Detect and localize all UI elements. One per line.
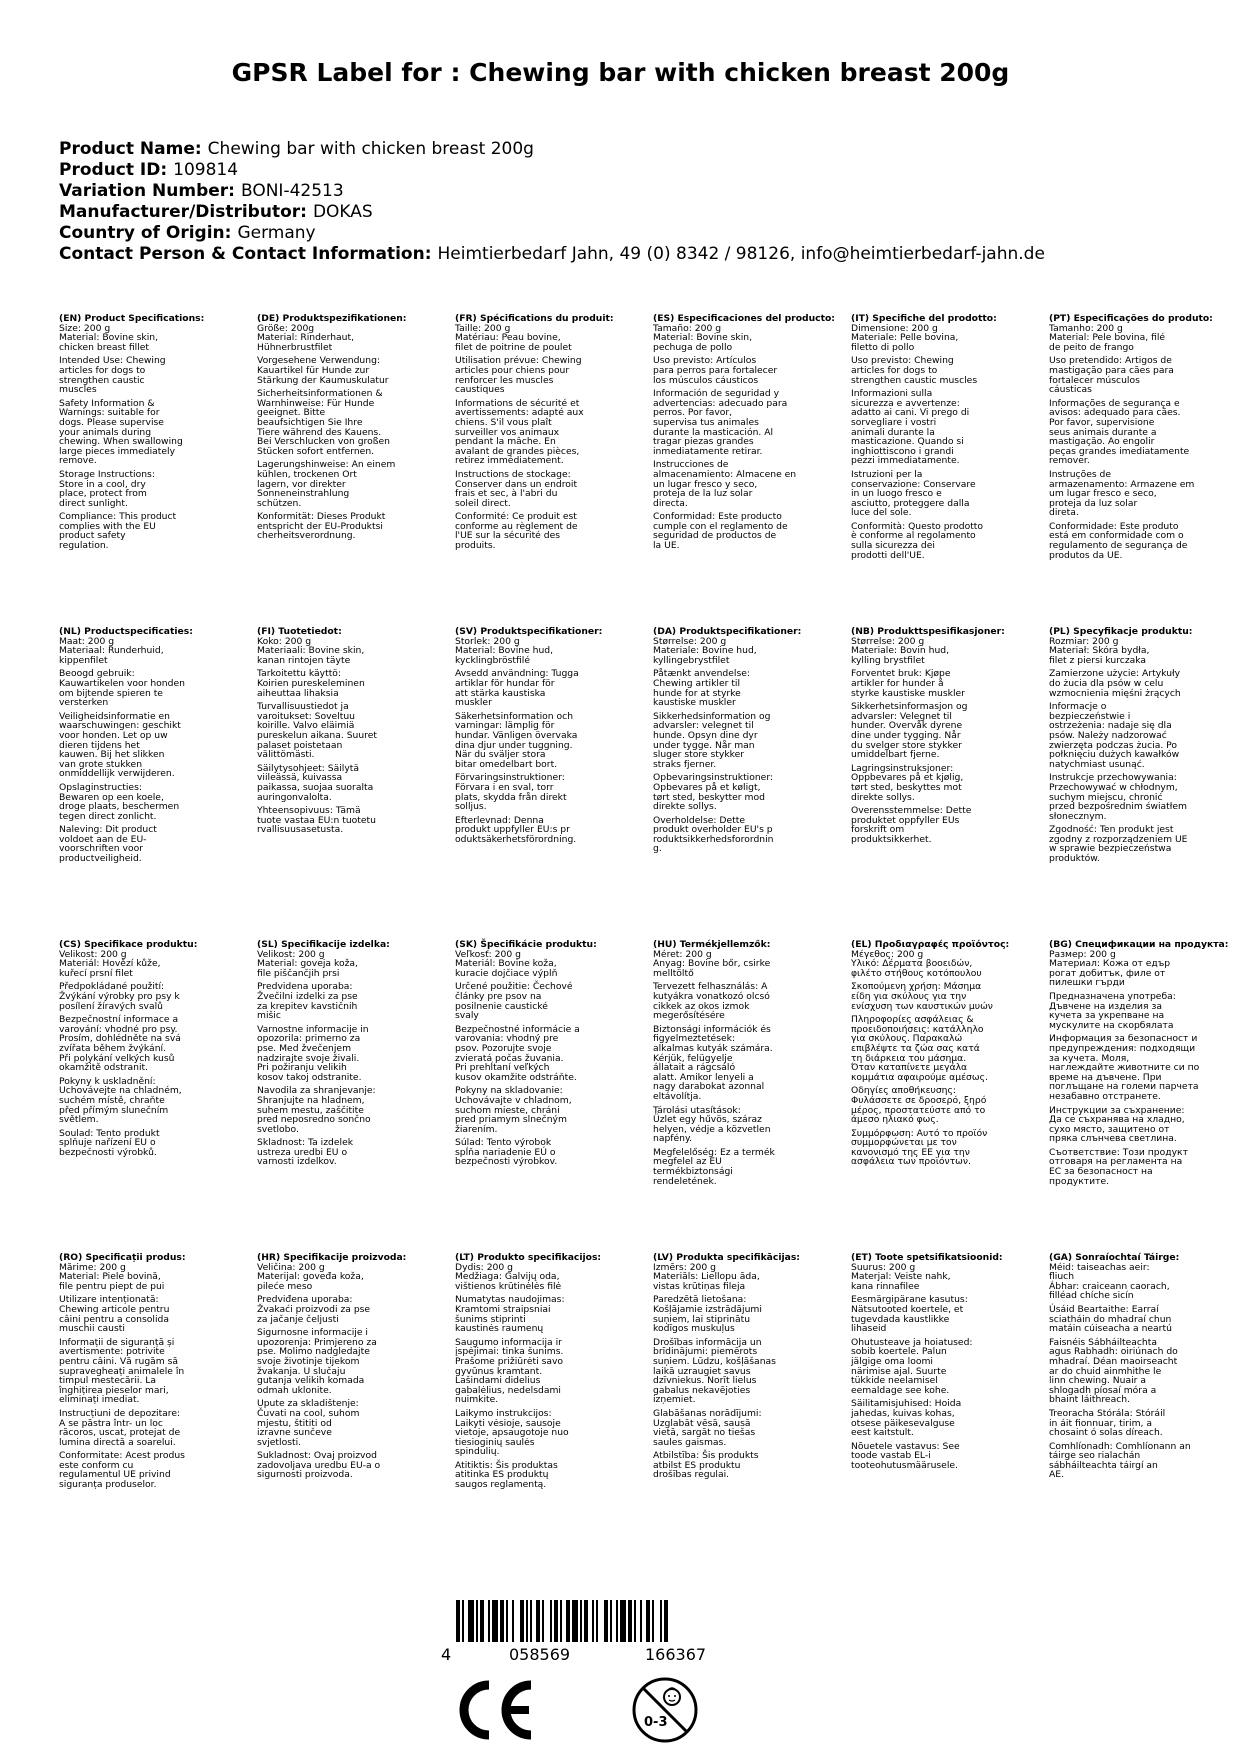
spec-paragraph: Lagringsinstruksjoner: Oppbevares på et kjølig, tørt sted, beskyttes mot direkte sollys. <box>851 762 964 803</box>
spec-paragraph: Dimensione: 200 g Materiale: Pelle bovina, filetto di pollo <box>851 322 959 353</box>
spec-paragraph: Μέγεθος: 200 g Υλικό: Δέρματα βοοειδών, φιλέτο στήθους κοτόπουλου <box>851 948 982 979</box>
barcode-bar <box>542 1600 544 1642</box>
spec-heading: (FR) Spécifications du produit: <box>455 313 614 324</box>
spec-paragraph: Treoracha Stórála: Stóráil in áit fionnuar, tirim, a chosaint ó solas díreach. <box>1049 1407 1166 1439</box>
barcode-bar <box>512 1600 514 1642</box>
spec-paragraph: Faisnéis Sábháilteachta agus Rabhadh: oiriúnach do mhadraí. Déan maoirseacht ar do chuid ainmhithe le linn chewing. Nuair a shlogadh píosaí móra a bhaint láithreach. <box>1049 1336 1178 1406</box>
spec-paragraph: Paredzētā lietošana: Košļājamie izstrādājumi suņiem, lai stiprinātu kodīgos muskuļus <box>653 1294 762 1335</box>
spec-paragraph: Conformitate: Acest produs este conform cu regulamentul UE privind siguranța produselor. <box>59 1450 185 1491</box>
spec-paragraph: Pokyny na skladovanie: Uchovávajte v chladnom, suchom mieste, chráni pred priamym slnečným žiarením. <box>455 1085 572 1135</box>
spec-paragraph: Izmērs: 200 g Materiāls: Liellopu āda, vistas krūtiņas fileja <box>653 1261 760 1292</box>
spec-block <box>257 1253 437 1484</box>
barcode-bar <box>628 1600 632 1642</box>
spec-paragraph: Tárolási utasítások: Üzlet egy hűvös, száraz helyen, védje a közvetlen napfény. <box>653 1104 771 1145</box>
spec-paragraph: Utilizare intenționată: Chewing articole pentru câini pentru a consolida muschii causti <box>59 1294 170 1335</box>
barcode-bar <box>560 1600 562 1642</box>
spec-paragraph: Instruções de armazenamento: Armazene em um lugar fresco e seco, proteja da luz solar direta. <box>1049 468 1195 519</box>
spec-paragraph: Megfelelőség: Ez a termék megfelel az EU termékbiztonsági rendeletének. <box>653 1146 775 1187</box>
spec-block <box>851 314 1031 564</box>
spec-paragraph: Sicherheitsinformationen & Warnhinweise: Für Hunde geeignet. Bitte beaufsichtigen Sie Ihre Tiere während des Kauens. Bei Verschlucken von großen Stücken sofort entfernen. <box>257 388 390 457</box>
spec-paragraph: Instructions de stockage: Conserver dans un endroit frais et sec, à l'abri du soleil direct. <box>455 468 578 509</box>
spec-block <box>455 314 635 555</box>
spec-heading: (RO) Specificații produs: <box>59 1252 186 1263</box>
spec-paragraph: Σκοπούμενη χρήση: Μάσημα είδη για σκύλους για την ενίσχυση των καυστικών μυών <box>851 981 993 1012</box>
barcode-first-digit: 4 <box>441 1645 452 1664</box>
spec-paragraph: Velikost: 200 g Materiál: Hovězí kůže, kuřecí prsní filet <box>59 948 161 979</box>
barcode-bar <box>646 1600 650 1642</box>
spec-paragraph: Utilisation prévue: Chewing articles pour chiens pour renforcer les muscles caustiques <box>455 355 582 396</box>
spec-paragraph: Drošības informācija un brīdinājumi: piemērots suņiem. Lūdzu, košļāšanas laikā uzraugiet savus dzīvniekus. Norīt lielus gabalus nekavējoties izņemiet. <box>653 1336 776 1406</box>
spec-paragraph: Förvaringsinstruktioner: Förvara i en sval, torr plats, skydda från direkt solljus. <box>455 772 567 813</box>
spec-paragraph: Veličina: 200 g Materijal: goveđa koža, pileće meso <box>257 1261 364 1292</box>
spec-heading: (BG) Спецификации на продукта: <box>1049 939 1229 950</box>
spec-heading: (DE) Produktspezifikationen: <box>257 313 407 324</box>
spec-paragraph: Skladnost: Ta izdelek ustreza uredbi EU o varnosti izdelkov. <box>257 1137 354 1168</box>
spec-paragraph: Größe: 200g Material: Rinderhaut, Hühnerbrustfilet <box>257 322 354 353</box>
spec-paragraph: Conformidade: Este produto está em conformidade com o regulamento de segurança de produtos da UE. <box>1049 520 1188 561</box>
spec-paragraph: Beoogd gebruik: Kauwartikelen voor honden om bijtende spieren te versterken <box>59 668 185 709</box>
barcode-bar <box>584 1600 588 1642</box>
spec-heading: (HU) Termékjellemzők: <box>653 939 771 950</box>
barcode-bar <box>660 1600 662 1642</box>
spec-paragraph: Sukladnost: Ovaj proizvod zadovoljava uredbu EU-a o sigurnosti proizvoda. <box>257 1450 381 1481</box>
spec-heading: (PT) Especificações do produto: <box>1049 313 1213 324</box>
spec-paragraph: Информация за безопасност и предупреждения: подходящи за кучета. Моля, наглеждайте животните си по време на дъвчене. При поглъщане на големи парчета незабавно отстранете. <box>1049 1033 1200 1102</box>
spec-paragraph: Tamaño: 200 g Material: Bovine skin, pechuga de pollo <box>653 322 753 353</box>
label-title: GPSR Label for : Chewing bar with chicken breast 200g <box>231 58 1010 87</box>
info-row <box>59 160 1045 181</box>
spec-paragraph: Súlad: Tento výrobok spĺňa nariadenie EÚ o bezpečnosti výrobkov. <box>455 1137 558 1168</box>
spec-paragraph: Nõuetele vastavus: See toode vastab EL-i tooteohutusmäärusele. <box>851 1440 960 1471</box>
barcode-bar <box>634 1600 636 1642</box>
spec-paragraph: Tarkoitettu käyttö: Koirien pureskeleminen aiheuttaa lihaksia <box>257 668 365 699</box>
barcode-bar <box>526 1600 528 1642</box>
spec-heading: (SL) Specifikacije izdelka: <box>257 939 390 950</box>
spec-paragraph: Overholdelse: Dette produkt overholder EU's p roduktsikkerhedsforordnin g. <box>653 814 774 855</box>
spec-paragraph: Safety Information & Warnings: suitable for dogs. Please supervise your animals during chewing. When swallowing large pieces immediately remove. <box>59 397 183 467</box>
info-row <box>59 139 1045 160</box>
spec-paragraph: Laikymo instrukcijos: Laikyti vėsioje, sausoje vietoje, apsaugotoje nuo tiesioginių saulės spindulių. <box>455 1407 569 1458</box>
spec-paragraph: Bezpečnostné informácie a varovania: vhodný pre psov. Pozorujte svoje zvieratá počas žuvania. Pri prehĺtaní veľkých kusov okamžite odstráňte. <box>455 1023 580 1083</box>
spec-paragraph: Maat: 200 g Materiaal: Runderhuid, kippenfilet <box>59 635 164 666</box>
spec-paragraph: Storlek: 200 g Material: Bovine hud, kycklingbröstfilé <box>455 635 554 666</box>
spec-block <box>59 1253 239 1494</box>
barcode-bar <box>580 1600 582 1642</box>
spec-block <box>455 940 635 1171</box>
spec-paragraph: Veľkosť: 200 g Materiál: Bovine koža, kuracie dojčiace výplň <box>455 948 558 979</box>
barcode-left-group: 058569 <box>509 1645 571 1664</box>
spec-heading: (CS) Specifikace produktu: <box>59 939 198 950</box>
barcode-right-group: 166367 <box>645 1645 707 1664</box>
info-label: Product ID: <box>59 160 168 180</box>
spec-paragraph: Tamanho: 200 g Material: Pele bovina, filé de peito de frango <box>1049 322 1166 353</box>
info-row <box>59 202 1045 223</box>
info-row <box>59 223 1045 244</box>
info-label: Product Name: <box>59 139 202 159</box>
spec-heading: (NL) Productspecificaties: <box>59 626 193 637</box>
info-label: Contact Person & Contact Information: <box>59 244 432 264</box>
spec-paragraph: Informații de siguranță și avertismente: potrivite pentru câini. Vă rugăm să supravegheați animalele în timpul mestecării. La înghițirea pieselor mari, eliminați imediat. <box>59 1336 185 1406</box>
spec-paragraph: Uso previsto: Artículos para perros para fortalecer los músculos cáusticos <box>653 355 778 386</box>
spec-paragraph: Istruzioni per la conservazione: Conservare in un luogo fresco e asciutto, proteggere dalla luce del sole. <box>851 468 976 519</box>
spec-paragraph: Určené použitie: Čechové články pre psov na posilnenie caustické svaly <box>455 981 573 1022</box>
info-value: DOKAS <box>312 202 373 222</box>
spec-block <box>1049 314 1229 564</box>
barcode-bar <box>520 1600 524 1642</box>
spec-paragraph: Lagerungshinweise: An einem kühlen, trockenen Ort lagern, vor direkter Sonneneinstrahlung schützen. <box>257 459 396 509</box>
spec-block <box>1049 940 1229 1190</box>
info-value: Heimtierbedarf Jahn, 49 (0) 8342 / 98126, info@heimtierbedarf-jahn.de <box>437 244 1045 264</box>
spec-paragraph: Størrelse: 200 g Materiale: Bovine hud, kyllingebrystfilet <box>653 635 757 666</box>
spec-paragraph: Úsáid Beartaithe: Earraí sciatháin do mhadraí chun matáin cúiseacha a neartú <box>1049 1303 1172 1335</box>
spec-paragraph: Säilitamisjuhised: Hoida jahedas, kuivas kohas, otsese päikesevalguse eest kaitstult. <box>851 1398 962 1439</box>
barcode-bar <box>610 1600 612 1642</box>
spec-block <box>653 940 833 1190</box>
info-value: BONI-42513 <box>240 181 344 201</box>
spec-paragraph: Uso previsto: Chewing articles for dogs to strengthen caustic muscles <box>851 355 978 386</box>
spec-block <box>653 627 833 858</box>
barcode-bar <box>480 1600 484 1642</box>
info-row <box>59 181 1045 202</box>
spec-paragraph: Съответствие: Този продукт отговаря на регламента на ЕС за безопасност на продуктите. <box>1049 1146 1188 1187</box>
spec-block <box>851 1253 1031 1474</box>
spec-paragraph: Forventet bruk: Kjøpe artikler for hunder å styrke kaustiske muskler <box>851 668 965 699</box>
spec-heading: (LT) Produkto specifikacijos: <box>455 1252 602 1263</box>
spec-paragraph: Zamierzone użycie: Artykuły do żucia dla psów w celu wzmocnienia mięśni żrących <box>1049 668 1181 699</box>
spec-heading: (PL) Specyfikacje produktu: <box>1049 626 1193 637</box>
barcode-bar <box>596 1600 598 1642</box>
spec-heading: (LV) Produkta specifikācijas: <box>653 1252 800 1263</box>
spec-paragraph: Informações de segurança e avisos: adequado para cães. Por favor, supervisione seus animais durante a mastigação. Ao engolir peças grandes imediatamente remover. <box>1049 397 1190 467</box>
spec-paragraph: Bezpečnostní informace a varování: vhodné pro psy. Prosím, dohlédněte na svá zvířata během žvýkání. Při polykání velkých kusů okamžitě odstranit. <box>59 1014 181 1074</box>
spec-paragraph: Informacje o bezpieczeństwie i ostrzeżenia: nadaje się dla psów. Należy nadzorować zwierzęta podczas żucia. Po połknięciu dużych kawałków natychmiast usunąć. <box>1049 701 1180 770</box>
barcode-bar <box>476 1600 478 1642</box>
spec-paragraph: Instrucțiuni de depozitare: A se păstra într- un loc răcoros, uscat, protejat de lumina directă a soarelui. <box>59 1407 181 1448</box>
spec-paragraph: Säilytysohjeet: Säilytä viileässä, kuivassa paikassa, suojaa suoralta auringonvalolta. <box>257 762 374 803</box>
spec-heading: (SK) Špecifikácie produktu: <box>455 939 597 950</box>
spec-paragraph: Saugumo informacija ir įspėjimai: tinka šunims. Prašome prižiūrėti savo gyvūnus kramtant. Lašindami didelius gabalėlius, nedelsdami nuimkite. <box>455 1336 564 1406</box>
spec-paragraph: Efterlevnad: Denna produkt uppfyller EU:s pr oduktsäkerhetsförordning. <box>455 814 577 845</box>
barcode-bar <box>468 1600 474 1642</box>
spec-paragraph: Taille: 200 g Matériau: Peau bovine, filet de poitrine de poulet <box>455 322 572 353</box>
spec-heading: (DA) Produktspecifikationer: <box>653 626 802 637</box>
spec-paragraph: Glabāšanas norādījumi: Uzglabāt vēsā, sausā vietā, sargāt no tiešas saules gaismas. <box>653 1407 762 1448</box>
spec-paragraph: Avsedd användning: Tugga artiklar för hundar för att stärka kaustiska muskler <box>455 668 579 709</box>
info-value: 109814 <box>173 160 239 180</box>
spec-heading: (SV) Produktspecifikationer: <box>455 626 603 637</box>
spec-heading: (NB) Produkttspesifikasjoner: <box>851 626 1005 637</box>
spec-block <box>851 627 1031 848</box>
spec-paragraph: Compliance: This product complies with the EU product safety regulation. <box>59 511 177 552</box>
barcode-bar <box>536 1600 540 1642</box>
spec-paragraph: Konformität: Dieses Produkt entspricht der EU-Produktsi cherheitsverordnung. <box>257 511 386 542</box>
spec-paragraph: Numatytas naudojimas: Kramtomi straipsniai šunims stiprinti kaustinės raumenų <box>455 1294 565 1335</box>
spec-block <box>851 940 1031 1171</box>
svg-text:0-3: 0-3 <box>644 1715 668 1730</box>
spec-heading: (GA) Sonraíochtaí Táirge: <box>1049 1252 1180 1263</box>
spec-paragraph: Påtænkt anvendelse: Chewing artikler til hunde for at styrke kaustiske muskler <box>653 668 750 709</box>
spec-paragraph: Size: 200 g Material: Bovine skin, chicken breast fillet <box>59 322 159 353</box>
spec-paragraph: Tervezett felhasználás: A kutyákra vonatkozó olcsó cikkek az okos izmok megerősítésére <box>653 981 770 1022</box>
barcode-bar <box>616 1600 618 1642</box>
spec-block <box>1049 627 1229 868</box>
barcode-bar <box>592 1600 594 1642</box>
spec-paragraph: Размер: 200 g Материал: Кожа от едър рогат добитък, филе от пилешки гърди <box>1049 948 1171 989</box>
spec-paragraph: Información de seguridad y advertencias: adecuado para perros. Por favor, supervisa tus animales durante la masticación. Al tragar piezas grandes inmediatamente retirar. <box>653 388 788 457</box>
spec-block <box>1049 1253 1229 1484</box>
spec-paragraph: Navodila za shranjevanje: Shranjujte na hladnem, suhem mestu, zaščitite pred neposredno sončno svetlobo. <box>257 1085 376 1135</box>
spec-paragraph: Säkerhetsinformation och varningar: lämplig för hundar. Vänligen övervaka dina djur under tuggning. När du sväljer stora bitar omedelbart bort. <box>455 710 578 770</box>
barcode-bar <box>488 1600 490 1642</box>
info-row <box>59 244 1045 265</box>
barcode-bar <box>492 1600 498 1642</box>
spec-heading: (EN) Product Specifications: <box>59 313 205 324</box>
barcode-bar <box>530 1600 532 1642</box>
spec-paragraph: Soulad: Tento produkt splňuje nařízení EU o bezpečnosti výrobků. <box>59 1127 160 1158</box>
spec-paragraph: Conformità: Questo prodotto è conforme al regolamento sulla sicurezza dei prodotti dell'UE. <box>851 520 984 561</box>
barcode-bar <box>604 1600 608 1642</box>
spec-paragraph: Koko: 200 g Materiaali: Bovine skin, kanan rintojen täyte <box>257 635 365 666</box>
info-label: Manufacturer/Distributor: <box>59 202 307 222</box>
spec-paragraph: Conformité: Ce produit est conforme au règlement de l'UE sur la sécurité des produits. <box>455 511 578 552</box>
spec-paragraph: Ohutusteave ja hoiatused: sobib koertele. Palun jälgige oma loomi närimise ajal. Suurte tükkide neelamisel eemaldage see kohe. <box>851 1336 973 1396</box>
spec-paragraph: Dydis: 200 g Medžiaga: Galvijų oda, vištienos krūtinėlės filė <box>455 1261 562 1292</box>
info-label: Variation Number: <box>59 181 235 201</box>
barcode-bar <box>640 1600 642 1642</box>
spec-paragraph: Vorgesehene Verwendung: Kauartikel für Hunde zur Stärkung der Kaumuskulatur <box>257 355 389 386</box>
spec-paragraph: Pokyny k uskladnění: Uchovávejte na chladném, suchém místě, chraňte před přímým slunečním světlem. <box>59 1075 182 1126</box>
barcode-bar <box>664 1600 668 1642</box>
spec-paragraph: Πληροφορίες ασφάλειας & προειδοποιήσεις: κατάλληλο για σκύλους. Παρακαλώ επιβλέψτε τα ζώα σας κατά τη διάρκεια του μάσημα. Όταν καταπίνετε μεγάλα κομμάτια αφαιρούμε αμέσως. <box>851 1014 988 1083</box>
spec-paragraph: Opslaginstructies: Bewaren op een koele, droge plaats, beschermen tegen direct zonlicht. <box>59 781 180 822</box>
spec-paragraph: Atbilstība: Šis produkts atbilst ES produktu drošības regulai. <box>653 1450 759 1481</box>
spec-paragraph: Upute za skladištenje: Čuvati na cool, suhom mjestu, štititi od izravne sunčeve svjetlosti. <box>257 1398 360 1448</box>
spec-paragraph: Varnostne informacije in opozorila: primerno za pse. Med žvečenjem nadzirajte svoje živali. Pri požiranju velikih kosov takoj odstranite. <box>257 1023 369 1083</box>
barcode-bar <box>500 1600 504 1642</box>
spec-paragraph: Opbevaringsinstruktioner: Opbevares på et køligt, tørt sted, beskytter mod direkte sollys. <box>653 772 774 813</box>
not-for-children-0-3-icon <box>630 1675 700 1745</box>
spec-paragraph: Instrukcje przechowywania: Przechowywać w chłodnym, suchym miejscu, chronić przed bezpośrednim światłem słonecznym. <box>1049 772 1187 822</box>
spec-paragraph: Zgodność: Ten produkt jest zgodny z rozporządzeniem UE w sprawie bezpieczeństwa produktów. <box>1049 824 1188 865</box>
spec-paragraph: Οδηγίες αποθήκευσης: Φυλάσσετε σε δροσερό, ξηρό μέρος, προστατεύστε από το άμεσο ηλιακό φως. <box>851 1085 987 1126</box>
spec-paragraph: Yhteensopivuus: Tämä tuote vastaa EU:n tuotetu rvallisuusasetusta. <box>257 805 376 836</box>
spec-block <box>59 940 239 1161</box>
spec-paragraph: Mărime: 200 g Material: Piele bovină, file pentru piept de pui <box>59 1261 165 1292</box>
spec-paragraph: Suurus: 200 g Materjal: Veiste nahk, kana rinnafilee <box>851 1261 951 1292</box>
spec-paragraph: Predvidena uporaba: Žvečilni izdelki za pse za krepitev kavstičnih mišic <box>257 981 358 1022</box>
spec-heading: (ES) Especificaciones del producto: <box>653 313 835 324</box>
spec-paragraph: Veiligheidsinformatie en waarschuwingen: geschikt voor honden. Let op uw dieren tijdens het kauwen. Bij het slikken van grote stukken onmiddellijk verwijderen. <box>59 710 181 780</box>
spec-paragraph: Storage Instructions: Store in a cool, dry place, protect from direct sunlight. <box>59 468 155 509</box>
spec-heading: (EL) Προδιαγραφές προϊόντος: <box>851 939 1010 950</box>
barcode-bar <box>620 1600 626 1642</box>
product-info <box>59 139 1045 265</box>
spec-paragraph: Predviđena uporaba: Žvakaći proizvodi za pse za jačanje čeljusti <box>257 1294 371 1325</box>
barcode-bar <box>506 1600 508 1642</box>
spec-block <box>257 314 437 545</box>
spec-paragraph: Turvallisuustiedot ja varoitukset: Soveltuu koirille. Valvo eläimiä pureskelun aikana. Suuret palaset poistetaan välittömästi. <box>257 701 378 761</box>
spec-heading: (FI) Tuotetiedot: <box>257 626 342 637</box>
spec-heading: (ET) Toote spetsifikatsioonid: <box>851 1252 1003 1263</box>
spec-paragraph: Informations de sécurité et avertissements: adapté aux chiens. S'il vous plaît surveiller vos animaux pendant la mâche. En avalant de grandes pièces, retirez immédiatement. <box>455 397 584 467</box>
spec-block <box>59 627 239 868</box>
spec-paragraph: Conformidad: Este producto cumple con el reglamento de seguridad de productos de la UE. <box>653 511 788 552</box>
spec-paragraph: Rozmiar: 200 g Materiał: Skóra bydła, filet z piersi kurczaka <box>1049 635 1150 666</box>
spec-paragraph: Предназначена употреба: Дъвчене на изделия за кучета за укрепване на мускулите на скорбялата <box>1049 990 1176 1031</box>
spec-paragraph: Intended Use: Chewing articles for dogs to strengthen caustic muscles <box>59 355 166 396</box>
spec-heading: (HR) Specifikacije proizvoda: <box>257 1252 407 1263</box>
spec-paragraph: Biztonsági információk és figyelmeztetések: alkalmas kutyák számára. Kérjük, felügyelje állatait a rágcsáló alatt. Amikor lenyeli a nagy darabokat azonnal eltávolítja. <box>653 1023 773 1102</box>
spec-block <box>257 940 437 1171</box>
spec-paragraph: Uso pretendido: Artigos de mastigação para cães para fortalecer músculos cáusticas <box>1049 355 1174 396</box>
spec-paragraph: Sigurnosne informacije i upozorenja: Primjereno za pse. Molimo nadgledajte svoje životinje tijekom žvakanja. U slučaju gutanja velikih komada odmah uklonite. <box>257 1327 377 1396</box>
spec-paragraph: Velikost: 200 g Material: goveja koža, file piščančjih prsi <box>257 948 358 979</box>
spec-block <box>653 314 833 555</box>
spec-paragraph: Størrelse: 200 g Materiale: Bovin hud, kylling brystfilet <box>851 635 950 666</box>
spec-paragraph: Инструкции за съхранение: Да се съхранява на хладно, сухо място, защитено от пряка слънчева светлина. <box>1049 1104 1185 1145</box>
barcode-bar <box>652 1600 654 1642</box>
spec-paragraph: Συμμόρφωση: Αυτό το προϊόν συμμορφώνεται με τον κανονισμό της ΕΕ για την ασφάλεια των προϊόντων. <box>851 1127 988 1168</box>
barcode-bar <box>550 1600 552 1642</box>
spec-paragraph: Informazioni sulla sicurezza e avvertenze: adatto ai cani. Vi prego di sorvegliare i vostri animali durante la masticazione. Quando si inghiottiscono i grandi pezzi immediatamente. <box>851 388 970 467</box>
spec-paragraph: Méret: 200 g Anyag: Bovine bőr, csirke melltöltő <box>653 948 771 979</box>
spec-block <box>653 1253 833 1484</box>
barcode-bar <box>462 1600 464 1642</box>
info-label: Country of Origin: <box>59 223 232 243</box>
barcode-bar <box>572 1600 578 1642</box>
spec-paragraph: Naleving: Dit product voldoet aan de EU- voorschriften voor productveiligheid. <box>59 824 157 865</box>
spec-block <box>455 627 635 848</box>
info-value: Germany <box>237 223 316 243</box>
spec-paragraph: Předpokládané použití: Žvýkání výrobky pro psy k posílení žíravých svalů <box>59 981 180 1012</box>
spec-block <box>257 627 437 839</box>
spec-paragraph: Overensstemmelse: Dette produktet oppfyller EUs forskrift om produktsikkerhet. <box>851 805 972 845</box>
barcode-bar <box>566 1600 570 1642</box>
ce-mark-icon <box>455 1679 537 1741</box>
spec-paragraph: Eesmärgipärane kasutus: Nätsutooted koertele, et tugevdada kaustlikke lihaseid <box>851 1294 968 1335</box>
spec-paragraph: Comhlíonadh: Comhlíonann an táirge seo rialachán sábháilteachta táirgí an AE. <box>1049 1440 1191 1481</box>
spec-paragraph: Atitiktis: Šis produktas atitinka ES produktų saugos reglamentą. <box>455 1459 558 1491</box>
spec-block <box>455 1253 635 1494</box>
barcode-bar <box>554 1600 558 1642</box>
spec-paragraph: Sikkerhedsinformation og advarsler: velegnet til hunde. Opsyn dine dyr under tygge. Når man sluger store stykker straks fjerner. <box>653 710 771 770</box>
spec-paragraph: Sikkerhetsinformasjon og advarsler: Velegnet til hunder. Overvåk dyrene dine under tygging. Når du svelger store stykker umiddelbart fjerne. <box>851 701 968 761</box>
spec-block <box>59 314 239 555</box>
info-value: Chewing bar with chicken breast 200g <box>207 139 534 159</box>
spec-heading: (IT) Specifiche del prodotto: <box>851 313 997 324</box>
barcode-bar <box>456 1600 460 1642</box>
spec-paragraph: Méid: taiseachas aeir: fliuch Ábhar: craiceann caorach, filléad chíche sicín <box>1049 1261 1170 1302</box>
spec-paragraph: Instrucciones de almacenamiento: Almacene en un lugar fresco y seco, proteja de la luz solar directa. <box>653 459 797 509</box>
